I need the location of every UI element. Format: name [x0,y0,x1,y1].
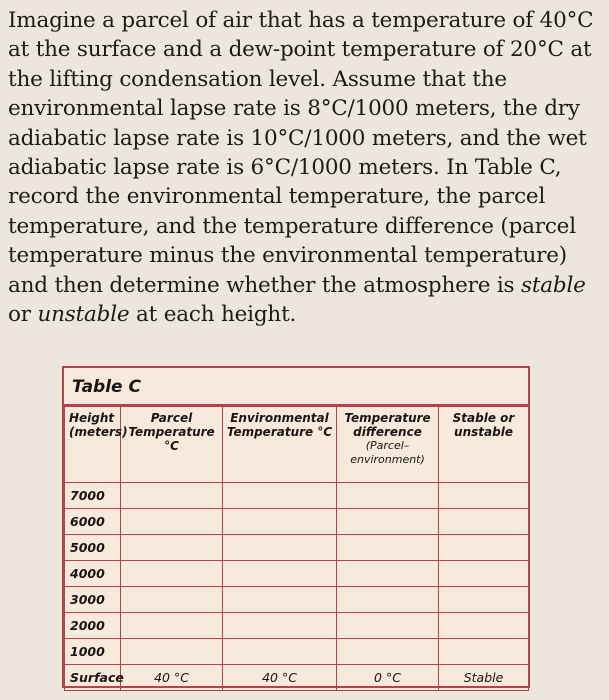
header-parcel: Parcel Temperature °C [121,407,223,483]
table-row [65,535,529,561]
stability-cell [439,483,529,509]
parcel-temp-cell: 40 °C [121,665,223,691]
parcel-temp-cell [121,587,223,613]
stable-word: stable [521,272,586,298]
difference-cell: 0 °C [337,665,439,691]
or-word: or [8,302,38,328]
height-cell: 7000 [65,483,121,509]
env-temp-cell [223,613,337,639]
parcel-temp-cell [121,509,223,535]
difference-cell [337,535,439,561]
height-cell: 6000 [65,509,121,535]
header-environmental: Environmental Temperature °C [223,407,337,483]
stability-cell: Stable [439,665,529,691]
env-temp-cell [223,639,337,665]
table-row [65,665,529,691]
stability-cell [439,535,529,561]
env-temp-cell: 40 °C [223,665,337,691]
stability-cell [439,639,529,665]
unstable-word: unstable [37,302,130,328]
height-cell: 3000 [65,587,121,613]
difference-cell [337,613,439,639]
table-row [65,561,529,587]
parcel-temp-cell [121,613,223,639]
table-row [65,613,529,639]
header-stability: Stable or unstable [439,407,529,483]
parcel-temp-cell [121,535,223,561]
height-cell: Surface [65,665,121,691]
env-temp-cell [223,587,337,613]
parcel-temp-cell [121,561,223,587]
env-temp-cell [223,483,337,509]
table-row [65,483,529,509]
height-cell: 1000 [65,639,121,665]
height-cell: 2000 [65,613,121,639]
table-header-row [65,407,529,483]
table-title: Table C [64,368,528,406]
data-table [64,406,529,691]
difference-cell [337,587,439,613]
parcel-temp-cell [121,483,223,509]
height-cell: 4000 [65,561,121,587]
table-c [62,366,530,688]
problem-text-end: at each height. [129,302,297,328]
stability-cell [439,561,529,587]
table-row [65,509,529,535]
header-difference: Temperature difference (Parcel– environment) [337,407,439,483]
height-cell: 5000 [65,535,121,561]
table-row [65,639,529,665]
problem-paragraph [8,6,606,329]
stability-cell [439,613,529,639]
env-temp-cell [223,561,337,587]
table-row [65,587,529,613]
stability-cell [439,587,529,613]
env-temp-cell [223,509,337,535]
difference-cell [337,639,439,665]
difference-cell [337,561,439,587]
header-height: Height (meters) [65,407,121,483]
difference-cell [337,509,439,535]
env-temp-cell [223,535,337,561]
problem-text: Imagine a parcel of air that has a temperature of 40°C at the surface and a dew-point temperature of 20°C at the lifting condensation level. Assume that the environmental lapse rate is 8°C/1000 meters, the dry adiabatic lapse rate is 10°C/1000 meters, and the wet adiabatic lapse rate is 6°C/1000 meters. In Table C, record the environmental temperature, the parcel temperature, and the temperature difference (parcel temperature minus the environmental temperature) and then determine whether the atmosphere is [8,8,594,298]
stability-cell [439,509,529,535]
parcel-temp-cell [121,639,223,665]
difference-cell [337,483,439,509]
